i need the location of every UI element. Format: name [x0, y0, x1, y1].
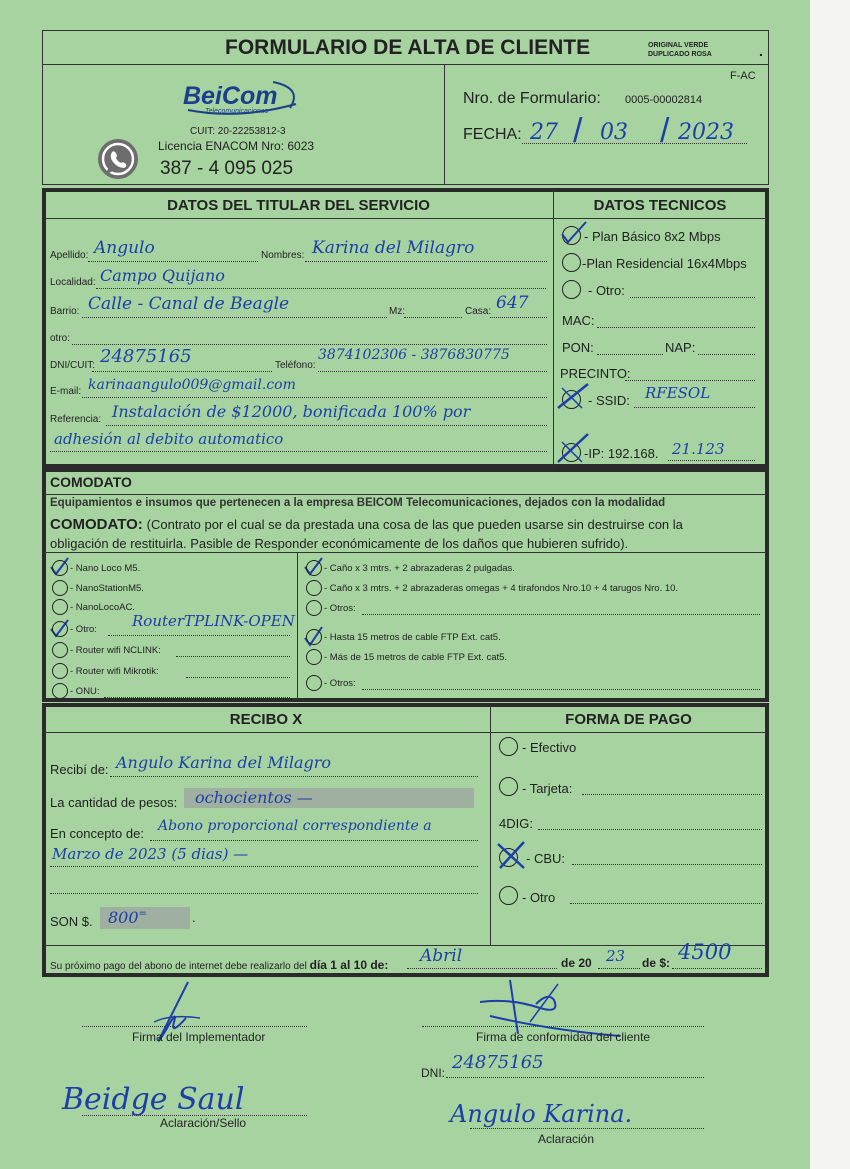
pago-otro-radio[interactable] — [499, 886, 518, 905]
comodato-right-checkbox[interactable] — [306, 560, 322, 576]
firma-cliente-label: Firma de conformidad del cliente — [476, 1030, 651, 1044]
plan-residencial-radio[interactable] — [562, 253, 581, 272]
titular-heading: DATOS DEL TITULAR DEL SERVICIO — [167, 197, 430, 214]
firma-implementador-label: Firma del Implementador — [132, 1030, 266, 1044]
ssid-value: RFESOL — [645, 384, 711, 402]
comodato-left-checkbox[interactable] — [52, 580, 68, 596]
recibo-heading: RECIBO X — [229, 711, 303, 728]
son-value: 800= — [108, 908, 147, 927]
monto-value: 4500 — [678, 940, 732, 964]
comodato-right-item: - Hasta 15 metros de cable FTP Ext. cat5. — [324, 632, 501, 643]
comodato-left-checkbox[interactable] — [52, 663, 68, 679]
comodato-definition-1: COMODATO: (Contrato por el cual se da prestada una cosa de las que pueden usarse sin destruirse con la — [50, 516, 683, 533]
plan-otro-radio[interactable] — [562, 280, 581, 299]
barrio-value: Calle - Canal de Beagle — [88, 294, 290, 314]
comodato-left-item: - Router wifi Mikrotik: — [70, 666, 159, 677]
comodato-left-item: - NanoStationM5. — [70, 583, 144, 594]
form-sheet: FORMULARIO DE ALTA DE CLIENTE ORIGINAL VERDE DUPLICADO ROSA . F-AC BeiCom Telecomunicaciones CUIT: 20-22253812-3 Licencia ENACOM Nro: 6023 387 - 4 095 025 Nro. de Formulario: 0005-00002814 FECHA: 27 / 03 / 2023 DATOS DEL TITULAR DEL SERVICIO DATOS TECNICOS Apellido: Angulo Nombres: Karina del Milagro Localidad: Campo Quijano Barrio: Calle - Canal de Beagle Mz: Casa: 647 otro: DNI/CUIT: 24875165 Teléfono: 3874102306 - 3876830775 E-mail: karinaangulo009@gmail.com Referencia: Instalación de $12000, bonificada 100% por adhesión al debito automatico - Plan Básico 8x2 Mbps -Plan Residencial 16x4Mbps - Otro: MAC: PON: NAP: PRECINTO: - SSID: RFESOL -IP: 192.168. 21.123 COMODATO Equipamientos e insumos que pertenecen a la empresa BEICOM Telecomunicaciones, dejados con la modalidad COMODATO: (Contrato por el cual se da prestada una cosa de las que pueden usarse sin destruirse con la obligación de restituirla. Pasible de Responder económicamente de los daños que hubieren sufrido). RouterTPLINK-OPEN RECIBO X FORMA DE PAGO Recibí de: Angulo Karina del Milagro La cantidad de pesos: ochocientos — En concepto de: Abono proporcional correspondiente a Marzo de 2023 (5 dias) — SON $. 800= . Su próximo pago del abono de internet debe realizarlo del día 1 al 10 de: Abril de 20 23 de $: 4500 - Efectivo - Tarjeta: 4DIG: - CBU: - Otro Firma del Implementador Firma de conformidad del cliente DNI: 24875165 Beidge Saul Aclaración/Sello Angulo Karina. Aclaración - Nano Loco M5. - NanoStationM5. - NanoLocoAC. - Otro: - Router wifi NCLINK: - Router wifi Mikrotik: - ONU: - Caño x 3 mtrs. + 2 abrazaderas 2 pulgadas. - Caño x 3 mtrs. + 2 abrazaderas omegas + 4 tirafondos Nro.10 + 4 tarugos Nro. 10. - Otros: - Hasta 15 metros de cable FTP Ext. cat5. - Más de 15 metros de cable FTP Ext. cat5. - Otros: — [0, 0, 810, 1169]
comodato-otro-value: RouterTPLINK-OPEN — [132, 612, 295, 630]
tecnicos-heading: DATOS TECNICOS — [593, 197, 727, 214]
comodato-right-item: - Más de 15 metros de cable FTP Ext. cat5. — [324, 652, 508, 663]
tarjeta-radio[interactable] — [499, 777, 518, 796]
comodato-intro: Equipamientos e insumos que pertenecen a la empresa BEICOM Telecomunicaciones, dejados con la modalidad — [50, 497, 666, 509]
cuit: CUIT: 20-22253812-3 — [190, 126, 286, 137]
logo-swoosh-icon — [178, 78, 306, 118]
localidad-value: Campo Quijano — [100, 266, 225, 285]
comodato-right-checkbox[interactable] — [306, 600, 322, 616]
form-number: 0005-00002814 — [625, 94, 703, 106]
proximo-anio-value: 23 — [606, 947, 626, 965]
company-phone: 387 - 4 095 025 — [160, 158, 294, 179]
recibi-value: Angulo Karina del Milagro — [116, 753, 332, 772]
comodato-left-item: - Otro: — [70, 624, 97, 635]
pago-heading: FORMA DE PAGO — [565, 711, 692, 728]
comodato-right-item: - Caño x 3 mtrs. + 2 abrazaderas 2 pulgadas. — [324, 563, 515, 574]
cantidad-value: ochocientos — — [195, 788, 313, 807]
dni-value: 24875165 — [100, 346, 192, 367]
ip-suffix-value: 21.123 — [672, 440, 725, 458]
concepto-line-1: Abono proporcional correspondiente a — [158, 818, 432, 834]
comodato-right-checkbox[interactable] — [306, 649, 322, 665]
whatsapp-icon — [96, 137, 140, 186]
comodato-left-item: - Router wifi NCLINK: — [70, 645, 161, 656]
efectivo-radio[interactable] — [499, 737, 518, 756]
aclaracion-cliente-handwriting: Angulo Karina. — [450, 1100, 633, 1128]
email-value: karinaangulo009@gmail.com — [88, 377, 296, 393]
comodato-right-checkbox[interactable] — [306, 580, 322, 596]
comodato-definition-2: obligación de restituirla. Pasible de Responder económicamente de los daños que hubieren sufrido). — [50, 536, 629, 551]
form-title: FORMULARIO DE ALTA DE CLIENTE — [225, 36, 591, 59]
comodato-left-checkbox[interactable] — [52, 599, 68, 615]
referencia-line-1: Instalación de $12000, bonificada 100% por — [112, 402, 471, 421]
comodato-heading: COMODATO — [50, 474, 132, 490]
referencia-line-2: adhesión al debito automatico — [54, 430, 284, 448]
comodato-right-item: - Otros: — [324, 678, 356, 689]
fecha-label: FECHA: — [463, 126, 522, 143]
comodato-right-checkbox[interactable] — [306, 629, 322, 645]
proximo-pago-label: Su próximo pago del abono de internet debe realizarlo del día 1 al 10 de: — [50, 958, 389, 972]
comodato-left-checkbox[interactable] — [52, 560, 68, 576]
comodato-left-checkbox[interactable] — [52, 642, 68, 658]
licencia: Licencia ENACOM Nro: 6023 — [158, 139, 315, 153]
cross-mark-icon — [494, 838, 530, 874]
comodato-left-item: - Nano Loco M5. — [70, 563, 141, 574]
nombres-value: Karina del Milagro — [312, 238, 475, 258]
beicom-logo: BeiCom Telecomunicaciones — [183, 82, 277, 115]
concepto-line-2: Marzo de 2023 (5 dias) — — [52, 845, 249, 863]
comodato-right-checkbox[interactable] — [306, 675, 322, 691]
comodato-left-item: - NanoLocoAC. — [70, 602, 135, 613]
fecha-month: 03 — [600, 120, 628, 145]
fecha-day: 27 — [530, 120, 558, 145]
aclaracion-sello-label: Aclaración/Sello — [160, 1116, 247, 1130]
aclaracion-label: Aclaración — [538, 1132, 595, 1146]
form-code: F-AC — [730, 70, 756, 82]
casa-value: 647 — [496, 293, 529, 313]
apellido-value: Angulo — [94, 238, 155, 258]
fecha-year: 2023 — [678, 120, 734, 145]
comodato-left-item: - ONU: — [70, 686, 100, 697]
firma-dni-value: 24875165 — [452, 1052, 544, 1073]
copy-note: ORIGINAL VERDE DUPLICADO ROSA — [648, 42, 712, 58]
comodato-left-checkbox[interactable] — [52, 621, 68, 637]
comodato-right-item: - Otros: — [324, 603, 356, 614]
aclaracion-implementador-handwriting: Beidge Saul — [62, 1082, 245, 1117]
comodato-right-item: - Caño x 3 mtrs. + 2 abrazaderas omegas + 4 tirafondos Nro.10 + 4 tarugos Nro. 10. — [324, 583, 679, 594]
form-number-label: Nro. de Formulario: — [463, 90, 601, 107]
telefono-value: 3874102306 - 3876830775 — [318, 347, 510, 363]
proximo-mes-value: Abril — [420, 946, 463, 966]
comodato-left-checkbox[interactable] — [52, 683, 68, 699]
